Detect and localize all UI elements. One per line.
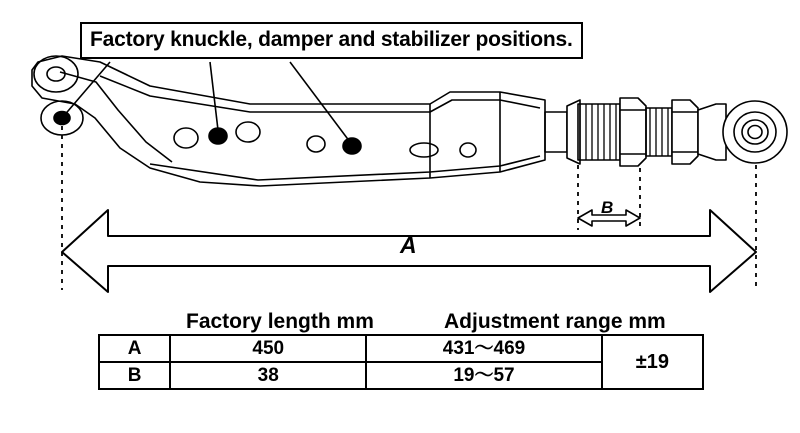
- arm-hole-2: [209, 128, 227, 144]
- arm-outline: [32, 56, 545, 186]
- thread-body-1: [578, 104, 620, 160]
- cell-factory-a: 450: [170, 335, 366, 362]
- thread-hatch-1: [580, 104, 616, 160]
- adjuster-shank: [545, 112, 567, 152]
- dimension-b-label: B: [601, 198, 614, 217]
- heim-joint-ball: [742, 120, 768, 144]
- arm-hole-5: [343, 138, 361, 154]
- spec-table-wrap: [98, 334, 704, 390]
- cell-range-b: 19〜57: [366, 362, 602, 389]
- cell-letter-a: A: [99, 335, 170, 362]
- thread-hatch-2: [650, 108, 668, 156]
- table-row: [99, 335, 703, 362]
- table-header-adjustment-range: Adjustment range mm: [444, 310, 666, 333]
- dimension-a-label: A: [400, 232, 417, 258]
- spec-table: [98, 334, 704, 390]
- jam-nut-2: [672, 100, 698, 164]
- table-header-factory-length: Factory length mm: [186, 310, 374, 333]
- cell-factory-b: 38: [170, 362, 366, 389]
- cell-letter-b: B: [99, 362, 170, 389]
- callout-label: Factory knuckle, damper and stabilizer positions.: [80, 22, 583, 59]
- jam-nut-1: [620, 98, 646, 166]
- rod-end-housing: [698, 104, 726, 160]
- cell-range-a: 431〜469: [366, 335, 602, 362]
- cell-tolerance: ±19: [602, 335, 703, 389]
